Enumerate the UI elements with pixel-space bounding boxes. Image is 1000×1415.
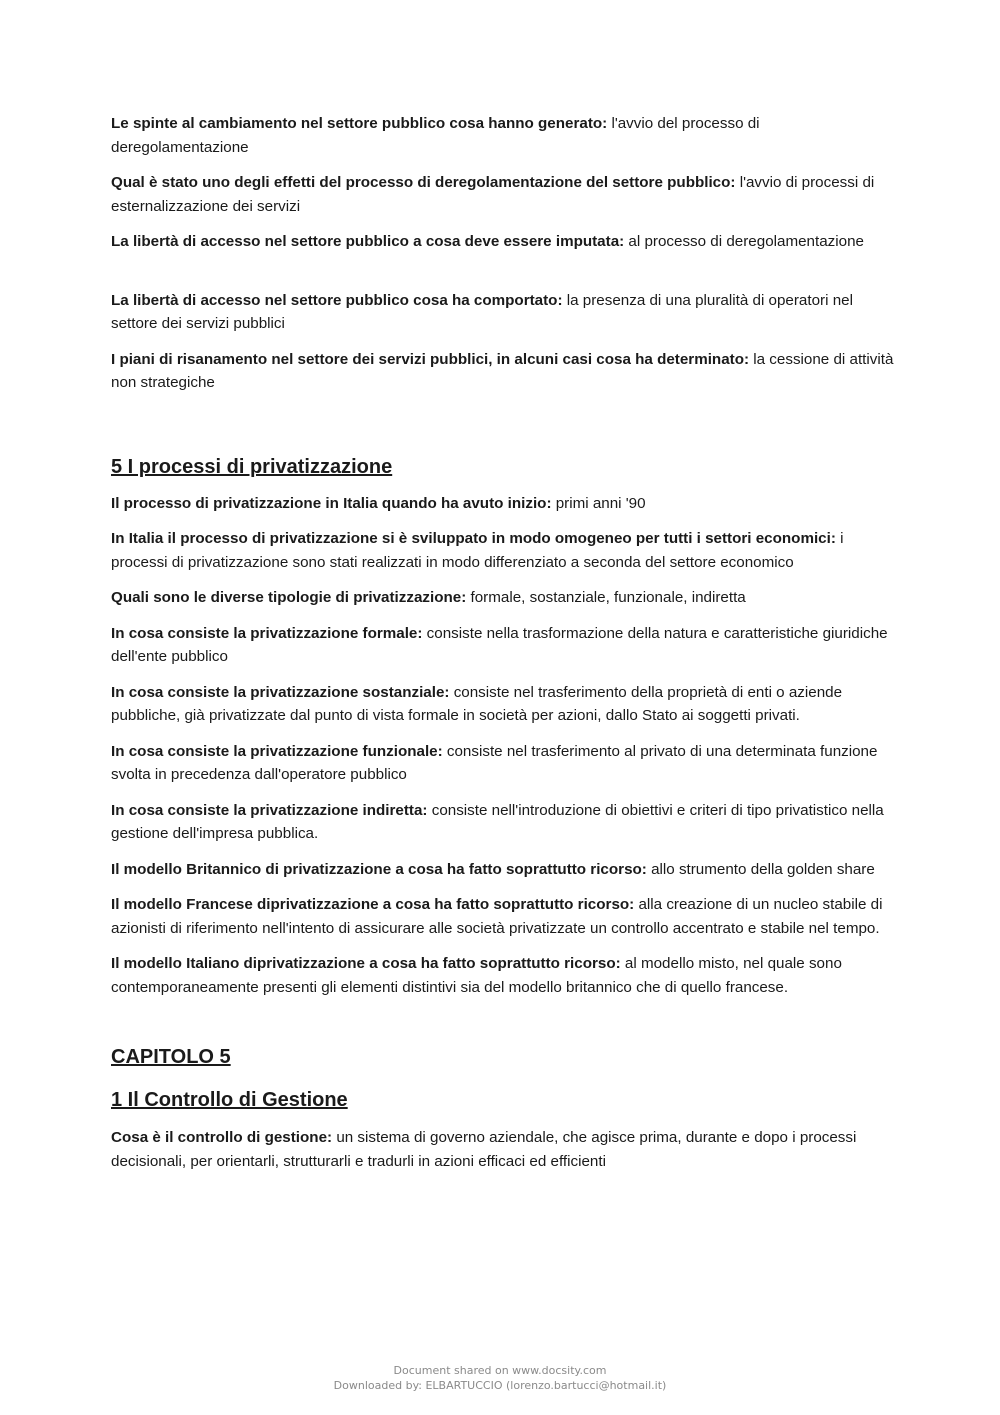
page-footer bbox=[0, 1364, 1000, 1393]
qa-item bbox=[111, 952, 901, 999]
footer-shared-line: Document shared on www.docsity.com bbox=[393, 1364, 607, 1377]
chapter-heading: CAPITOLO 5 bbox=[111, 1046, 231, 1068]
answer-text: i processi di privatizzazione sono stati realizzati in modo differenziato a seconda del settore economico bbox=[111, 530, 844, 571]
qa-item bbox=[111, 681, 901, 728]
answer-text: consiste nell'introduzione di obiettivi e criteri di tipo privatistico nella gestione dell'impresa pubblica. bbox=[111, 801, 884, 842]
qa-item bbox=[111, 740, 901, 787]
question-text: La libertà di accesso nel settore pubblico cosa ha comportato: bbox=[111, 291, 563, 309]
qa-item bbox=[111, 527, 901, 574]
section-heading: 5 I processi di privatizzazione bbox=[111, 455, 393, 478]
question-text: I piani di risanamento nel settore dei servizi pubblici, in alcuni casi cosa ha determinato: bbox=[111, 350, 750, 368]
answer-text: consiste nel trasferimento della proprietà di enti o aziende pubbliche, già privatizzate dal punto di vista formale in società per azioni, dallo Stato ai soggetti privati. bbox=[111, 683, 843, 724]
answer-text: alla creazione di un nucleo stabile di azionisti di riferimento nell'intento di assicurare alle società privatizzate un controllo accentrato e stabile nel tempo. bbox=[111, 896, 883, 937]
question-text: In cosa consiste la privatizzazione formale: bbox=[111, 624, 423, 642]
answer-text: al modello misto, nel quale sono contemporaneamente presenti gli elementi distintivi sia del modello britannico che di quello francese. bbox=[111, 955, 842, 996]
question-text: Quali sono le diverse tipologie di privatizzazione: bbox=[111, 589, 467, 606]
qa-item bbox=[111, 622, 901, 669]
section-heading: 1 Il Controllo di Gestione bbox=[111, 1089, 348, 1111]
qa-item bbox=[111, 112, 901, 159]
answer-text: un sistema di governo aziendale, che agisce prima, durante e dopo i processi decisionali, per orientarli, strutturarli e tradurli in azioni efficaci ed efficienti bbox=[111, 1129, 857, 1170]
answer-text: la presenza di una pluralità di operatori nel settore dei servizi pubblici bbox=[111, 291, 853, 332]
answer-text: l'avvio di processi di esternalizzazione dei servizi bbox=[111, 174, 875, 215]
qa-item bbox=[111, 858, 901, 882]
question-text: In cosa consiste la privatizzazione indiretta: bbox=[111, 801, 428, 819]
answer-text: formale, sostanziale, funzionale, indiretta bbox=[466, 589, 746, 606]
question-text: Il modello Francese diprivatizzazione a cosa ha fatto soprattutto ricorso: bbox=[111, 896, 635, 913]
question-text: Il processo di privatizzazione in Italia quando ha avuto inizio: bbox=[111, 494, 552, 512]
document-page bbox=[111, 112, 901, 1173]
question-text: In cosa consiste la privatizzazione sostanziale: bbox=[111, 683, 450, 701]
answer-text: la cessione di attività non strategiche bbox=[111, 350, 894, 391]
answer-text: l'avvio del processo di deregolamentazione bbox=[111, 115, 760, 156]
footer-downloaded-line: Downloaded by: ELBARTUCCIO (lorenzo.bartucci@hotmail.it) bbox=[333, 1378, 667, 1392]
question-text: Le spinte al cambiamento nel settore pubblico cosa hanno generato: bbox=[111, 115, 608, 132]
qa-item bbox=[111, 171, 901, 218]
question-text: Qual è stato uno degli effetti del processo di deregolamentazione del settore pubblico: bbox=[111, 174, 736, 191]
qa-item bbox=[111, 492, 901, 516]
question-text: In cosa consiste la privatizzazione funzionale: bbox=[111, 742, 443, 760]
qa-item bbox=[111, 893, 901, 940]
question-text: Il modello Britannico di privatizzazione a cosa ha fatto soprattutto ricorso: bbox=[111, 860, 647, 878]
qa-item bbox=[111, 799, 901, 846]
question-text: Il modello Italiano diprivatizzazione a cosa ha fatto soprattutto ricorso: bbox=[111, 955, 621, 972]
answer-text: allo strumento della golden share bbox=[646, 860, 875, 878]
answer-text: consiste nella trasformazione della natura e caratteristiche giuridiche dell'ente pubblico bbox=[111, 624, 888, 665]
question-text: La libertà di accesso nel settore pubblico a cosa deve essere imputata: bbox=[111, 233, 625, 250]
question-text: Cosa è il controllo di gestione: bbox=[111, 1129, 333, 1146]
qa-item bbox=[111, 230, 901, 254]
qa-item bbox=[111, 289, 901, 336]
qa-item bbox=[111, 1126, 901, 1173]
qa-item bbox=[111, 348, 901, 395]
question-text: In Italia il processo di privatizzazione si è sviluppato in modo omogeneo per tutti i settori economici: bbox=[111, 530, 836, 547]
answer-text: consiste nel trasferimento al privato di una determinata funzione svolta in precedenza dall'operatore pubblico bbox=[111, 742, 878, 783]
answer-text: primi anni '90 bbox=[551, 494, 646, 512]
answer-text: al processo di deregolamentazione bbox=[624, 233, 864, 250]
qa-item bbox=[111, 586, 901, 610]
